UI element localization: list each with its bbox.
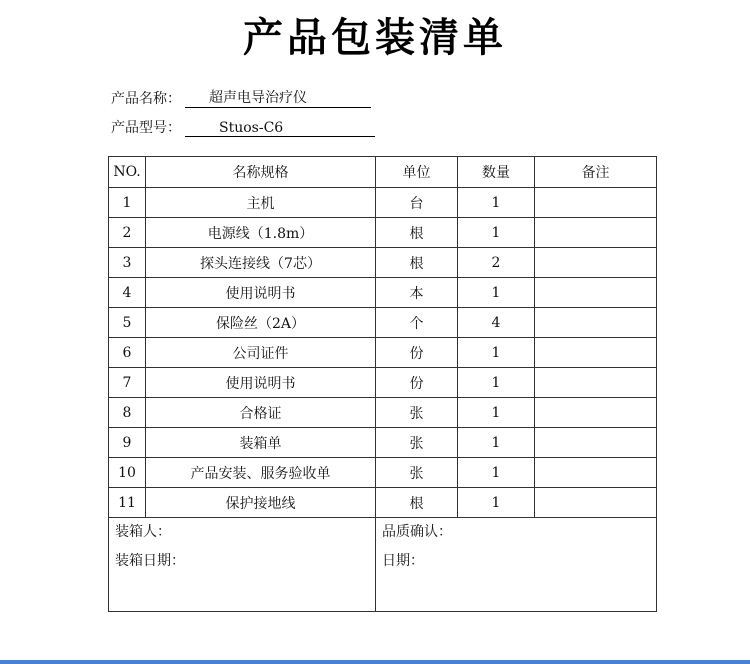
table-row <box>109 308 657 338</box>
product-name-value: 超声电导治疗仪 <box>185 89 371 108</box>
item-unit: 根 <box>376 488 458 518</box>
item-number: 10 <box>109 458 146 488</box>
item-name-spec: 公司证件 <box>146 338 376 368</box>
item-quantity: 1 <box>458 218 535 248</box>
table-row <box>109 398 657 428</box>
product-model-row <box>111 117 375 137</box>
item-remarks <box>535 428 657 458</box>
item-remarks <box>535 368 657 398</box>
item-remarks <box>535 308 657 338</box>
item-remarks <box>535 188 657 218</box>
product-model-value: Stuos-C6 <box>185 119 375 137</box>
table-header-row <box>109 157 657 188</box>
item-remarks <box>535 338 657 368</box>
item-number: 1 <box>109 188 146 218</box>
item-quantity: 1 <box>458 458 535 488</box>
item-unit: 张 <box>376 428 458 458</box>
header-quantity: 数量 <box>458 157 535 188</box>
item-quantity: 2 <box>458 248 535 278</box>
item-number: 6 <box>109 338 146 368</box>
item-name-spec: 保险丝（2A） <box>146 308 376 338</box>
item-number: 4 <box>109 278 146 308</box>
pack-date-label: 装箱日期： <box>115 553 185 569</box>
item-remarks <box>535 248 657 278</box>
product-name-row <box>111 88 371 108</box>
table-row <box>109 458 657 488</box>
item-unit: 台 <box>376 188 458 218</box>
item-quantity: 1 <box>458 488 535 518</box>
table-row <box>109 428 657 458</box>
item-remarks <box>535 458 657 488</box>
packer-cell <box>109 518 376 612</box>
product-model-label: 产品型号： <box>111 120 181 136</box>
header-no: NO. <box>109 157 146 188</box>
packing-list-table <box>108 156 657 612</box>
item-remarks <box>535 278 657 308</box>
table-row <box>109 188 657 218</box>
item-unit: 本 <box>376 278 458 308</box>
qc-label: 品质确认： <box>382 524 452 540</box>
table-row <box>109 278 657 308</box>
item-remarks <box>535 218 657 248</box>
item-unit: 根 <box>376 218 458 248</box>
item-name-spec: 主机 <box>146 188 376 218</box>
item-number: 8 <box>109 398 146 428</box>
item-number: 3 <box>109 248 146 278</box>
item-remarks <box>535 488 657 518</box>
qc-cell <box>376 518 657 612</box>
item-remarks <box>535 398 657 428</box>
item-name-spec: 合格证 <box>146 398 376 428</box>
item-unit: 份 <box>376 368 458 398</box>
table-row <box>109 218 657 248</box>
item-name-spec: 使用说明书 <box>146 278 376 308</box>
qc-date-label: 日期： <box>382 553 424 569</box>
header-name-spec: 名称规格 <box>146 157 376 188</box>
item-name-spec: 探头连接线（7芯） <box>146 248 376 278</box>
item-quantity: 1 <box>458 368 535 398</box>
table-row <box>109 368 657 398</box>
item-unit: 张 <box>376 458 458 488</box>
item-name-spec: 装箱单 <box>146 428 376 458</box>
item-quantity: 4 <box>458 308 535 338</box>
item-name-spec: 保护接地线 <box>146 488 376 518</box>
table-row <box>109 338 657 368</box>
item-quantity: 1 <box>458 188 535 218</box>
bottom-accent-bar <box>0 660 750 664</box>
item-quantity: 1 <box>458 278 535 308</box>
item-quantity: 1 <box>458 428 535 458</box>
item-unit: 份 <box>376 338 458 368</box>
item-number: 5 <box>109 308 146 338</box>
item-name-spec: 产品安装、服务验收单 <box>146 458 376 488</box>
item-unit: 个 <box>376 308 458 338</box>
page-title: 产品包装清单 <box>243 15 507 61</box>
table-row <box>109 488 657 518</box>
item-unit: 张 <box>376 398 458 428</box>
item-name-spec: 电源线（1.8m） <box>146 218 376 248</box>
item-number: 9 <box>109 428 146 458</box>
signoff-row <box>109 518 657 612</box>
item-quantity: 1 <box>458 338 535 368</box>
header-unit: 单位 <box>376 157 458 188</box>
item-number: 2 <box>109 218 146 248</box>
table-row <box>109 248 657 278</box>
item-unit: 根 <box>376 248 458 278</box>
item-name-spec: 使用说明书 <box>146 368 376 398</box>
item-number: 7 <box>109 368 146 398</box>
packer-label: 装箱人： <box>115 524 171 540</box>
product-name-label: 产品名称： <box>111 91 181 107</box>
item-number: 11 <box>109 488 146 518</box>
header-remarks: 备注 <box>535 157 657 188</box>
item-quantity: 1 <box>458 398 535 428</box>
